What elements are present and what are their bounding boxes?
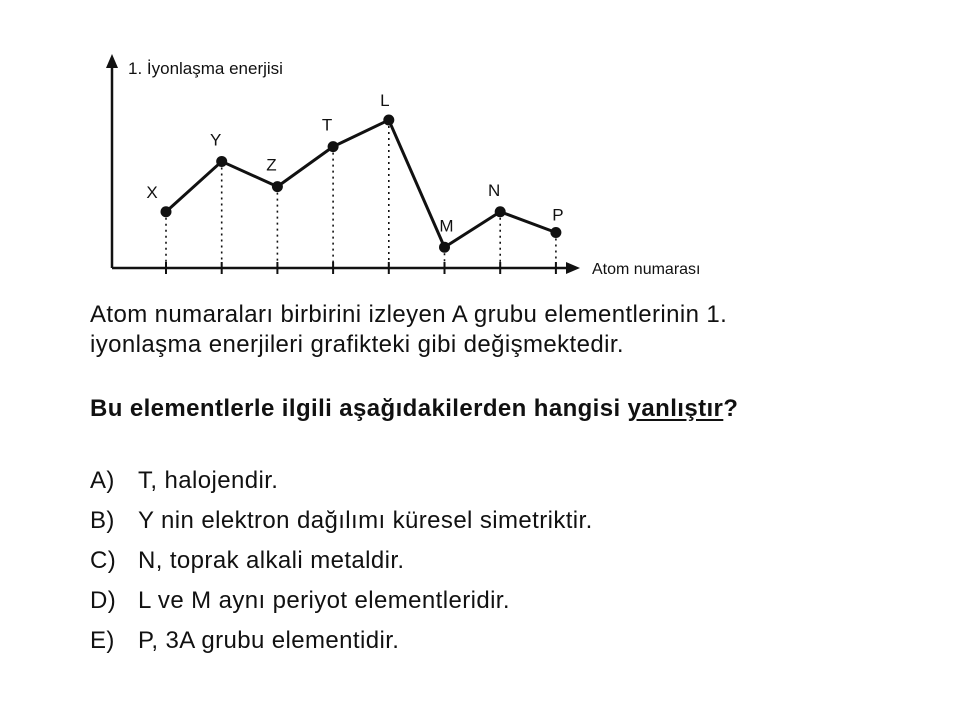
ionization-energy-chart	[80, 40, 800, 290]
data-point-m	[439, 242, 450, 253]
data-point-x	[161, 206, 172, 217]
option-letter: D)	[90, 587, 117, 614]
question-prompt-underlined: yanlıştır	[627, 395, 724, 422]
data-point-p	[550, 227, 561, 238]
option-d[interactable]	[90, 586, 510, 616]
option-text: L ve M aynı periyot elementleridir.	[138, 587, 510, 614]
option-b[interactable]	[90, 506, 593, 536]
point-label-p: P	[552, 205, 564, 225]
question-intro: Atom numaraları birbirini izleyen A grubu elementlerinin 1. iyonlaşma enerjileri grafikteki gibi değişmektedir.	[90, 301, 728, 358]
option-text: Y nin elektron dağılımı küresel simetriktir.	[138, 507, 593, 534]
option-e[interactable]	[90, 626, 399, 656]
question-prompt-end: ?	[723, 395, 739, 422]
point-label-m: M	[439, 216, 454, 236]
option-text: N, toprak alkali metaldir.	[138, 547, 405, 574]
x-axis-label: Atom numarası	[592, 261, 701, 278]
option-letter: C)	[90, 547, 117, 574]
point-label-z: Z	[266, 155, 277, 175]
x-axis-arrow	[566, 262, 580, 274]
option-c[interactable]	[90, 546, 405, 576]
point-label-t: T	[321, 115, 333, 135]
question-prompt-main: Bu elementlerle ilgili aşağıdakilerden hangisi	[90, 395, 621, 422]
chart-axes	[106, 54, 580, 274]
option-letter: A)	[90, 467, 115, 494]
option-text: P, 3A grubu elementidir.	[138, 627, 400, 654]
option-letter: E)	[90, 627, 115, 654]
data-point-l	[383, 115, 394, 126]
point-label-y: Y	[210, 130, 222, 150]
question-prompt	[90, 394, 790, 424]
point-label-n: N	[488, 180, 501, 200]
data-point-n	[495, 206, 506, 217]
option-letter: B)	[90, 507, 115, 534]
data-point-t	[328, 141, 339, 152]
point-label-l: L	[380, 91, 390, 110]
option-a[interactable]	[90, 466, 278, 496]
data-point-z	[272, 181, 283, 192]
option-text: T, halojendir.	[138, 467, 279, 494]
data-point-y	[216, 156, 227, 167]
y-axis-label: 1. İyonlaşma enerjisi	[128, 59, 283, 78]
point-label-x: X	[146, 182, 158, 202]
y-axis-arrow	[106, 54, 118, 68]
